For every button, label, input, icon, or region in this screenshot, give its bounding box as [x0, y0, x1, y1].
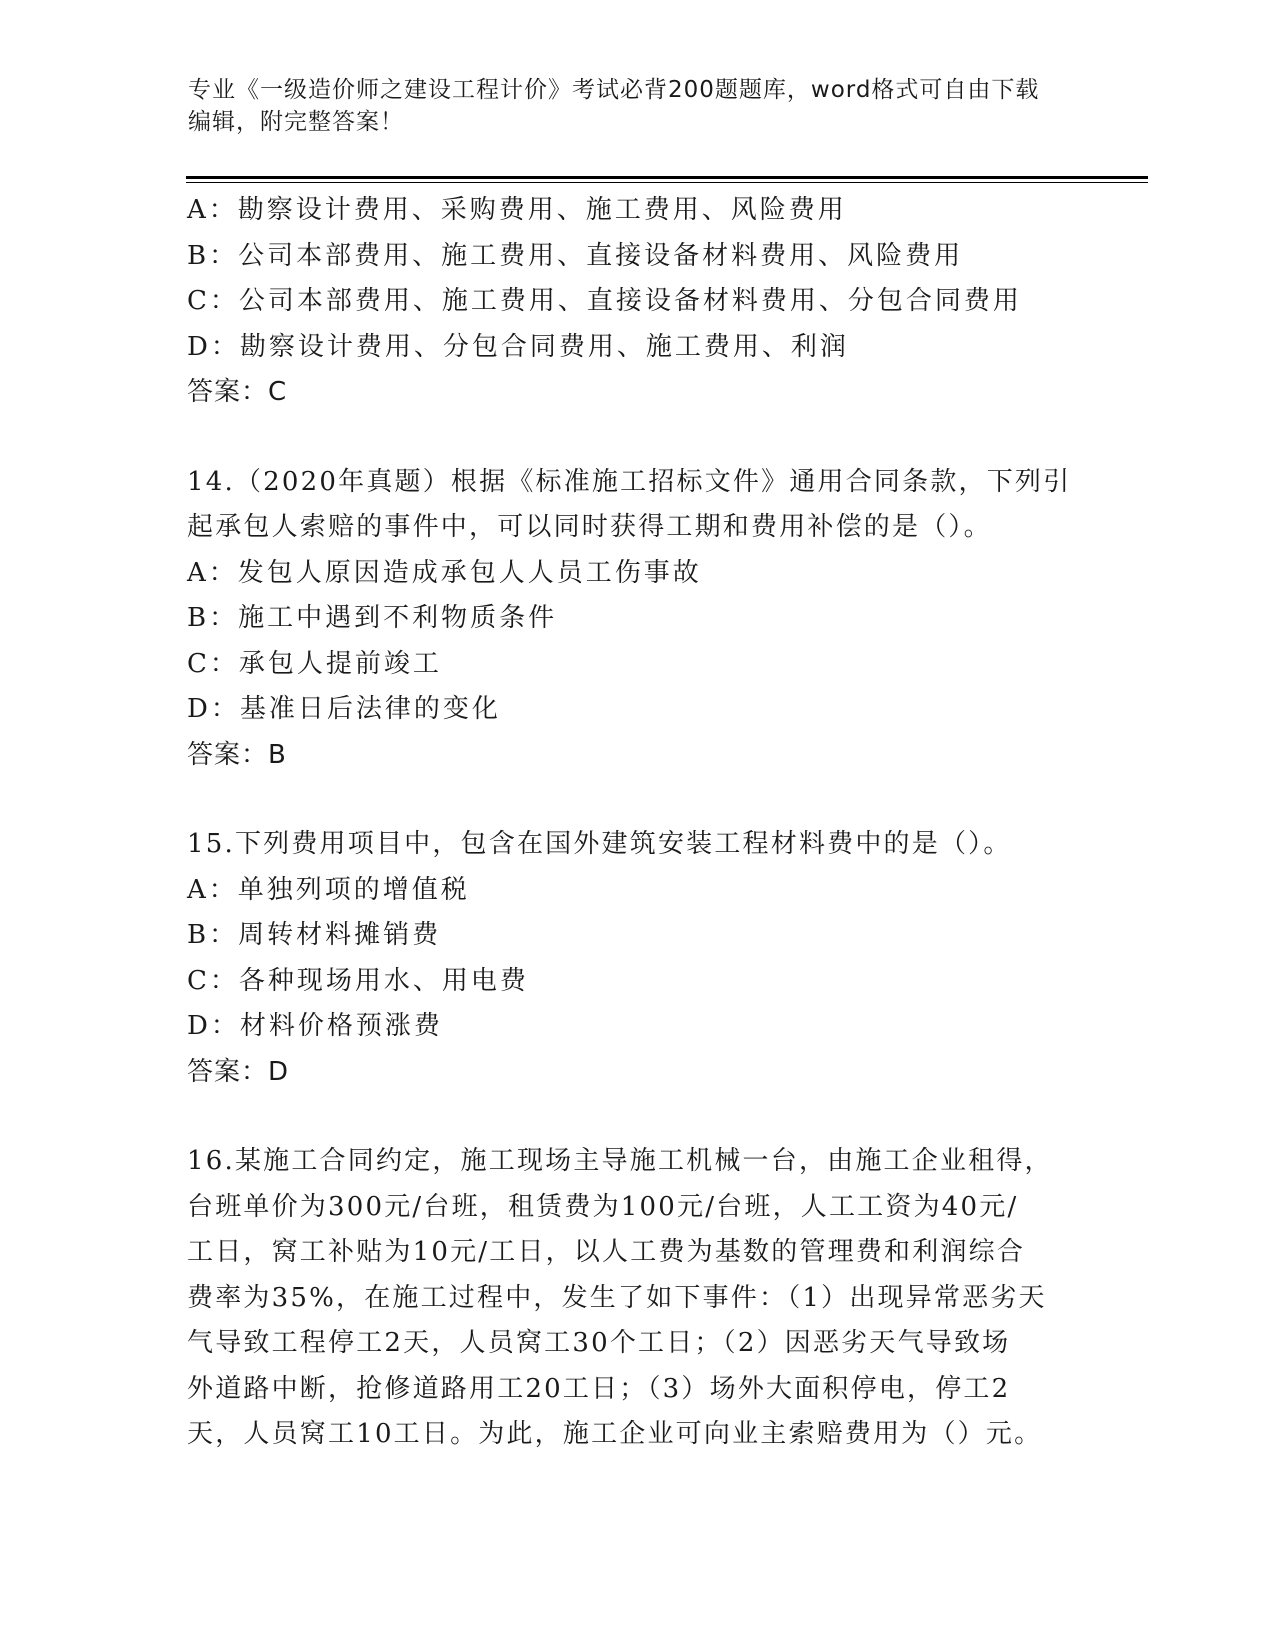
question-stem: [187, 460, 1087, 551]
header-line-2: 编辑，附完整答案！: [188, 109, 404, 135]
option-a: A：单独列项的增值税: [187, 874, 470, 905]
header-line-1: 专业《一级造价师之建设工程计价》考试必背200题题库，word格式可自由下载: [188, 77, 1040, 103]
stem-line: 14.（2020年真题）根据《标准施工招标文件》通用合同条款，下列引: [187, 466, 1072, 497]
answer: 答案：B: [187, 739, 287, 770]
stem-line: 起承包人索赔的事件中，可以同时获得工期和费用补偿的是（）。: [187, 512, 992, 542]
stem-line: 气导致工程停工2天，人员窝工30个工日；（2）因恶劣天气导致场: [187, 1328, 1011, 1358]
option-a: A：勘察设计费用、采购费用、施工费用、风险费用: [187, 195, 847, 225]
option-b: B：公司本部费用、施工费用、直接设备材料费用、风险费用: [187, 240, 964, 271]
stem-line: 外道路中断，抢修道路用工20工日；（3）场外大面积停电，停工2: [187, 1373, 1011, 1404]
question-14: [187, 460, 1087, 779]
option-c: C：公司本部费用、施工费用、直接设备材料费用、分包合同费用: [187, 286, 1022, 316]
stem-line: 费率为35%，在施工过程中，发生了如下事件：（1）出现异常恶劣天: [187, 1282, 1047, 1313]
option-d: D：材料价格预涨费: [187, 1011, 443, 1041]
header-divider-thick: [186, 176, 1148, 179]
question-content: [187, 188, 1087, 1458]
answer: 答案：D: [187, 1056, 290, 1087]
option-b: B：周转材料摊销费: [187, 920, 442, 950]
stem-line: 工日，窝工补贴为10元/工日，以人工费为基数的管理费和利润综合: [187, 1237, 1026, 1267]
question-stem: [187, 822, 1087, 868]
question-13: [187, 188, 1087, 416]
option-c: C：各种现场用水、用电费: [187, 965, 529, 996]
option-d: D：基准日后法律的变化: [187, 694, 501, 724]
stem-line: 15.下列费用项目中，包含在国外建筑安装工程材料费中的是（）。: [187, 829, 1012, 859]
header-divider-thin: [186, 182, 1148, 183]
option-a: A：发包人原因造成承包人人员工伤事故: [187, 557, 702, 588]
stem-line: 天，人员窝工10工日。为此，施工企业可向业主索赔费用为（）元。: [187, 1419, 1043, 1449]
question-15: [187, 822, 1087, 1095]
option-d: D：勘察设计费用、分包合同费用、施工费用、利润: [187, 331, 849, 362]
option-b: B：施工中遇到不利物质条件: [187, 603, 558, 633]
question-16: [187, 1139, 1087, 1458]
stem-line: 台班单价为300元/台班，租赁费为100元/台班，人工工资为40元/: [187, 1191, 1019, 1222]
option-c: C：承包人提前竣工: [187, 648, 442, 679]
question-stem: [187, 1139, 1087, 1458]
page-header: [188, 74, 1088, 138]
answer: 答案：C: [187, 377, 288, 407]
stem-line: 16.某施工合同约定，施工现场主导施工机械一台，由施工企业租得，: [187, 1146, 1053, 1176]
